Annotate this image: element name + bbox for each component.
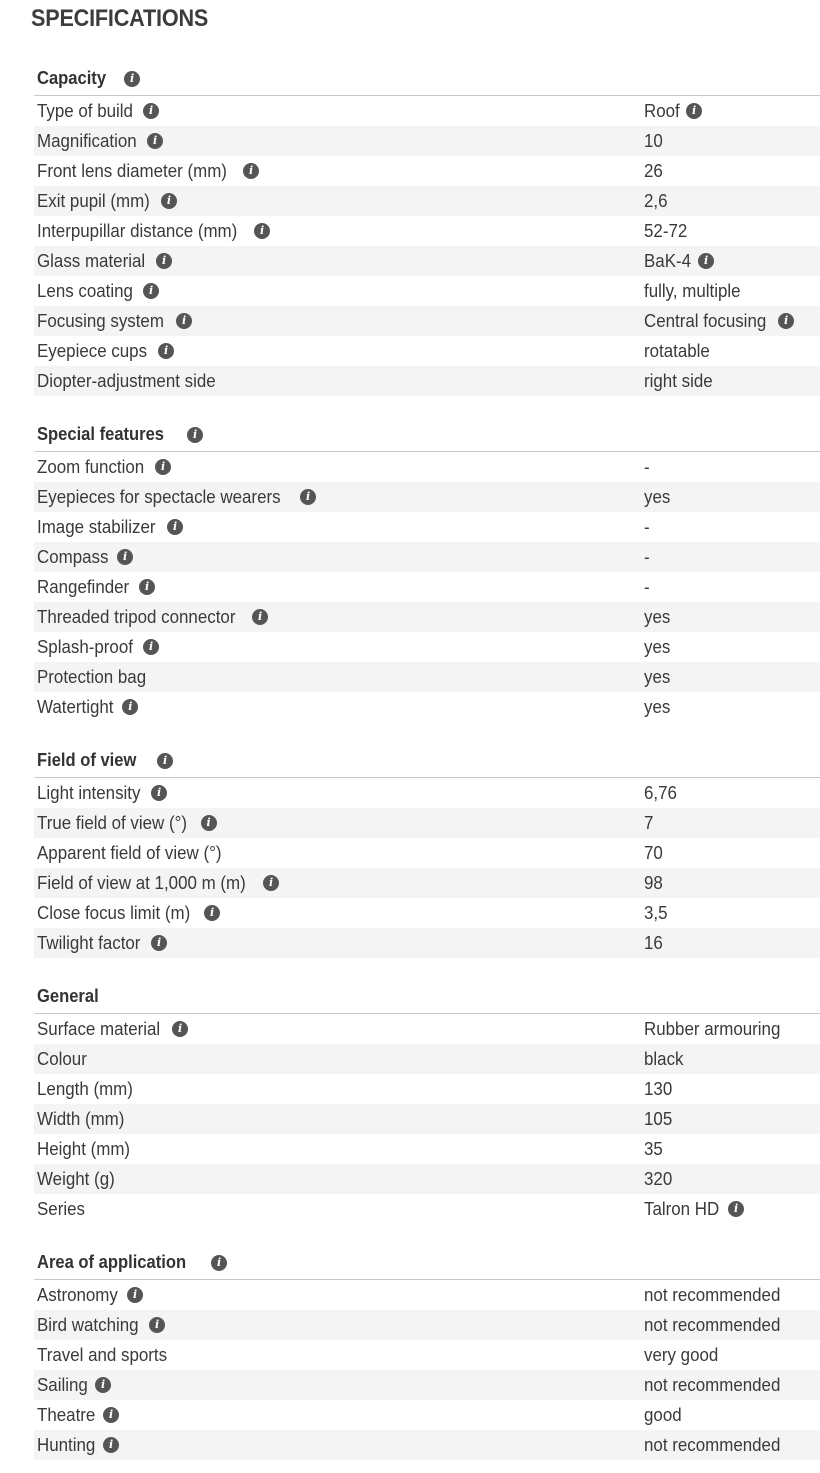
spec-label-cell	[37, 1139, 136, 1160]
spec-section-area-of-application	[34, 1246, 820, 1460]
spec-label-cell	[37, 341, 174, 362]
info-icon[interactable]: i	[728, 1201, 744, 1217]
spec-value-cell	[644, 933, 664, 954]
spec-row	[34, 868, 820, 898]
spec-value-cell	[644, 637, 672, 658]
info-icon[interactable]: i	[117, 549, 133, 565]
spec-value: black	[644, 1048, 684, 1069]
spec-row	[34, 1044, 820, 1074]
spec-label-cell	[37, 517, 183, 538]
spec-value: 130	[644, 1078, 673, 1099]
section-title: Area of application	[37, 1252, 187, 1272]
spec-value: not recommended	[644, 1434, 781, 1455]
info-icon[interactable]: i	[176, 313, 192, 329]
info-icon[interactable]: i	[211, 1255, 227, 1271]
info-icon[interactable]: i	[172, 1021, 188, 1037]
spec-row	[34, 156, 820, 186]
spec-value: yes	[644, 696, 671, 717]
spec-label: Colour	[37, 1048, 87, 1069]
spec-label: Eyepiece cups	[37, 340, 148, 361]
spec-label-cell	[37, 1405, 119, 1426]
spec-label-cell	[37, 1435, 119, 1456]
spec-label: Close focus limit (m)	[37, 902, 191, 923]
info-icon[interactable]: i	[161, 193, 177, 209]
spec-label: Threaded tripod connector	[37, 606, 236, 627]
spec-label: Focusing system	[37, 310, 164, 331]
spec-value-cell	[644, 1435, 789, 1456]
spec-value: not recommended	[644, 1284, 781, 1305]
spec-value: -	[644, 456, 650, 477]
spec-label-cell	[37, 697, 138, 718]
section-title: General	[37, 986, 99, 1006]
spec-value: Rubber armouring	[644, 1018, 781, 1039]
spec-label: Glass material	[37, 250, 146, 271]
spec-row	[34, 1074, 820, 1104]
spec-row	[34, 928, 820, 958]
spec-label: Weight (g)	[37, 1168, 115, 1189]
spec-label-cell	[37, 1019, 188, 1040]
info-icon[interactable]: i	[149, 1317, 165, 1333]
info-icon[interactable]: i	[139, 579, 155, 595]
section-header	[34, 744, 820, 778]
spec-label-cell	[37, 131, 163, 152]
spec-label: Compass	[37, 546, 109, 567]
spec-value: yes	[644, 636, 671, 657]
info-icon[interactable]: i	[243, 163, 259, 179]
spec-label-cell	[37, 161, 259, 182]
info-icon[interactable]: i	[698, 253, 714, 269]
spec-row	[34, 632, 820, 662]
spec-value-cell	[644, 1285, 789, 1306]
spec-row	[34, 306, 820, 336]
info-icon[interactable]: i	[127, 1287, 143, 1303]
spec-value-cell	[644, 131, 664, 152]
spec-value-cell	[644, 783, 679, 804]
spec-row	[34, 1370, 820, 1400]
spec-label-cell	[37, 311, 192, 332]
spec-label-cell	[37, 1315, 165, 1336]
spec-value-cell	[644, 607, 672, 628]
spec-value-cell	[644, 577, 650, 598]
spec-value-cell	[644, 547, 650, 568]
spec-value: 26	[644, 160, 663, 181]
spec-label: Rangefinder	[37, 576, 130, 597]
spec-label: Height (mm)	[37, 1138, 131, 1159]
spec-label: Interpupillar distance (mm)	[37, 220, 238, 241]
info-icon[interactable]: i	[155, 459, 171, 475]
spec-value-cell	[644, 1315, 789, 1336]
info-icon[interactable]: i	[187, 427, 203, 443]
spec-label-cell	[37, 1109, 130, 1130]
spec-label: Length (mm)	[37, 1078, 133, 1099]
spec-row	[34, 1134, 820, 1164]
section-title: Field of view	[37, 750, 137, 770]
spec-value-cell	[644, 697, 672, 718]
spec-label: Watertight	[37, 696, 114, 717]
spec-label: Splash-proof	[37, 636, 133, 657]
spec-value: 105	[644, 1108, 673, 1129]
spec-row	[34, 366, 820, 396]
spec-value-cell	[644, 341, 714, 362]
info-icon[interactable]: i	[778, 313, 794, 329]
spec-value-cell	[644, 457, 650, 478]
spec-row	[34, 1400, 820, 1430]
spec-row	[34, 1310, 820, 1340]
spec-label: Sailing	[37, 1374, 88, 1395]
spec-label-cell	[37, 903, 220, 924]
spec-label-cell	[37, 667, 153, 688]
section-header	[34, 418, 820, 452]
spec-row	[34, 808, 820, 838]
spec-label-cell	[37, 1375, 111, 1396]
spec-label: Astronomy	[37, 1284, 118, 1305]
spec-value: 7	[644, 812, 654, 833]
section-title: Special features	[37, 424, 165, 444]
spec-row	[34, 452, 820, 482]
spec-value: -	[644, 546, 650, 567]
spec-value-cell	[644, 1405, 684, 1426]
spec-label: Surface material	[37, 1018, 161, 1039]
info-icon[interactable]: i	[95, 1377, 111, 1393]
spec-value: 10	[644, 130, 663, 151]
spec-label: Image stabilizer	[37, 516, 156, 537]
spec-label-cell	[37, 783, 167, 804]
spec-value: yes	[644, 486, 671, 507]
spec-value: 16	[644, 932, 663, 953]
info-icon[interactable]: i	[103, 1407, 119, 1423]
spec-value-cell	[644, 311, 794, 332]
spec-value: 35	[644, 1138, 663, 1159]
spec-value-cell	[644, 1375, 789, 1396]
spec-value: 70	[644, 842, 663, 863]
info-icon[interactable]: i	[103, 1437, 119, 1453]
spec-row	[34, 778, 820, 808]
spec-value: 98	[644, 872, 663, 893]
info-icon[interactable]: i	[147, 133, 163, 149]
spec-row	[34, 482, 820, 512]
spec-label: Type of build	[37, 100, 133, 121]
spec-label: Theatre	[37, 1404, 96, 1425]
spec-value-cell	[644, 487, 672, 508]
spec-label: Twilight factor	[37, 932, 141, 953]
spec-value-cell	[644, 1019, 789, 1040]
spec-value-cell	[644, 517, 650, 538]
spec-value-cell	[644, 843, 664, 864]
spec-value: 3,5	[644, 902, 668, 923]
info-icon[interactable]: i	[300, 489, 316, 505]
spec-row	[34, 216, 820, 246]
spec-section-general	[34, 980, 820, 1224]
spec-value-cell	[644, 1139, 664, 1160]
spec-section-field-of-view	[34, 744, 820, 958]
spec-value-cell	[644, 1079, 674, 1100]
spec-label: Magnification	[37, 130, 137, 151]
spec-row	[34, 572, 820, 602]
spec-label-cell	[37, 1285, 143, 1306]
spec-row	[34, 1194, 820, 1224]
spec-label: Diopter-adjustment side	[37, 370, 216, 391]
info-icon[interactable]: i	[143, 103, 159, 119]
spec-row	[34, 1104, 820, 1134]
info-icon[interactable]: i	[122, 699, 138, 715]
spec-value-cell	[644, 221, 690, 242]
spec-value: Central focusing	[644, 310, 767, 331]
section-header	[34, 1246, 820, 1280]
info-icon[interactable]: i	[156, 253, 172, 269]
spec-value-cell	[644, 813, 654, 834]
spec-label: Lens coating	[37, 280, 133, 301]
spec-label: Eyepieces for spectacle wearers	[37, 486, 281, 507]
spec-value: fully, multiple	[644, 280, 741, 301]
spec-label-cell	[37, 1169, 120, 1190]
spec-value-cell	[644, 371, 717, 392]
spec-label-cell	[37, 843, 233, 864]
spec-label-cell	[37, 607, 268, 628]
spec-value: not recommended	[644, 1314, 781, 1335]
spec-value-cell	[644, 191, 669, 212]
info-icon[interactable]: i	[204, 905, 220, 921]
spec-label-cell	[37, 813, 217, 834]
spec-value: 320	[644, 1168, 673, 1189]
spec-row	[34, 898, 820, 928]
spec-label-cell	[37, 1079, 139, 1100]
spec-label-cell	[37, 637, 159, 658]
spec-label: Width (mm)	[37, 1108, 125, 1129]
spec-label: Travel and sports	[37, 1344, 168, 1365]
spec-row	[34, 186, 820, 216]
specifications-table	[34, 62, 820, 1460]
spec-value-cell	[644, 1049, 686, 1070]
spec-row	[34, 1340, 820, 1370]
spec-label: Exit pupil (mm)	[37, 190, 150, 211]
spec-label: True field of view (°)	[37, 812, 188, 833]
spec-value-cell	[644, 161, 664, 182]
spec-row	[34, 662, 820, 692]
info-icon[interactable]: i	[167, 519, 183, 535]
spec-row	[34, 246, 820, 276]
spec-label-cell	[37, 1049, 90, 1070]
spec-label: Protection bag	[37, 666, 147, 687]
spec-label-cell	[37, 371, 227, 392]
spec-label: Apparent field of view (°)	[37, 842, 222, 863]
spec-value: good	[644, 1404, 682, 1425]
info-icon[interactable]: i	[686, 103, 702, 119]
spec-row	[34, 1164, 820, 1194]
spec-label-cell	[37, 933, 167, 954]
spec-row	[34, 276, 820, 306]
section-title: Capacity	[37, 68, 107, 88]
info-icon[interactable]: i	[252, 609, 268, 625]
spec-label: Series	[37, 1198, 85, 1219]
spec-value-cell	[644, 873, 664, 894]
spec-value-cell	[644, 1199, 744, 1220]
spec-value: not recommended	[644, 1374, 781, 1395]
info-icon[interactable]: i	[151, 935, 167, 951]
spec-row	[34, 838, 820, 868]
spec-value: yes	[644, 666, 671, 687]
spec-label-cell	[37, 1199, 88, 1220]
spec-label-cell	[37, 281, 159, 302]
spec-label-cell	[37, 457, 171, 478]
spec-label-cell	[37, 101, 159, 122]
spec-value: rotatable	[644, 340, 710, 361]
spec-row	[34, 1014, 820, 1044]
spec-label-cell	[37, 547, 133, 568]
info-icon[interactable]: i	[143, 283, 159, 299]
info-icon[interactable]: i	[151, 785, 167, 801]
info-icon[interactable]: i	[124, 71, 140, 87]
info-icon[interactable]: i	[263, 875, 279, 891]
spec-row	[34, 336, 820, 366]
spec-value: BaK-4	[644, 250, 692, 271]
spec-value: 2,6	[644, 190, 668, 211]
spec-value: Talron HD	[644, 1198, 720, 1219]
spec-label: Hunting	[37, 1434, 96, 1455]
info-icon[interactable]: i	[201, 815, 217, 831]
spec-value: yes	[644, 606, 671, 627]
spec-value: -	[644, 516, 650, 537]
spec-label-cell	[37, 487, 316, 508]
spec-label-cell	[37, 873, 279, 894]
spec-label-cell	[37, 251, 172, 272]
spec-value-cell	[644, 1109, 674, 1130]
spec-value: right side	[644, 370, 713, 391]
spec-value-cell	[644, 903, 669, 924]
spec-value: -	[644, 576, 650, 597]
spec-row	[34, 1280, 820, 1310]
info-icon[interactable]: i	[254, 223, 270, 239]
spec-row	[34, 96, 820, 126]
spec-row	[34, 126, 820, 156]
spec-label-cell	[37, 1345, 175, 1366]
spec-value: 6,76	[644, 782, 677, 803]
spec-section-special-features	[34, 418, 820, 722]
spec-label: Light intensity	[37, 782, 141, 803]
spec-value-cell	[644, 101, 702, 122]
spec-value-cell	[644, 281, 747, 302]
spec-label: Bird watching	[37, 1314, 139, 1335]
info-icon[interactable]: i	[157, 753, 173, 769]
info-icon[interactable]: i	[158, 343, 174, 359]
spec-label-cell	[37, 577, 155, 598]
spec-section-capacity	[34, 62, 820, 396]
section-header	[34, 980, 820, 1014]
spec-row	[34, 512, 820, 542]
spec-row	[34, 692, 820, 722]
spec-value-cell	[644, 667, 672, 688]
spec-value: very good	[644, 1344, 719, 1365]
spec-value-cell	[644, 251, 714, 272]
spec-label: Field of view at 1,000 m (m)	[37, 872, 246, 893]
spec-label-cell	[37, 221, 270, 242]
spec-value: Roof	[644, 100, 680, 121]
info-icon[interactable]: i	[143, 639, 159, 655]
spec-row	[34, 602, 820, 632]
spec-label: Zoom function	[37, 456, 145, 477]
spec-label-cell	[37, 191, 177, 212]
section-header	[34, 62, 820, 96]
spec-row	[34, 542, 820, 572]
spec-value-cell	[644, 1345, 723, 1366]
spec-label: Front lens diameter (mm)	[37, 160, 227, 181]
page-title: SPECIFICATIONS	[31, 5, 209, 32]
spec-value-cell	[644, 1169, 674, 1190]
spec-row	[34, 1430, 820, 1460]
spec-value: 52-72	[644, 220, 688, 241]
